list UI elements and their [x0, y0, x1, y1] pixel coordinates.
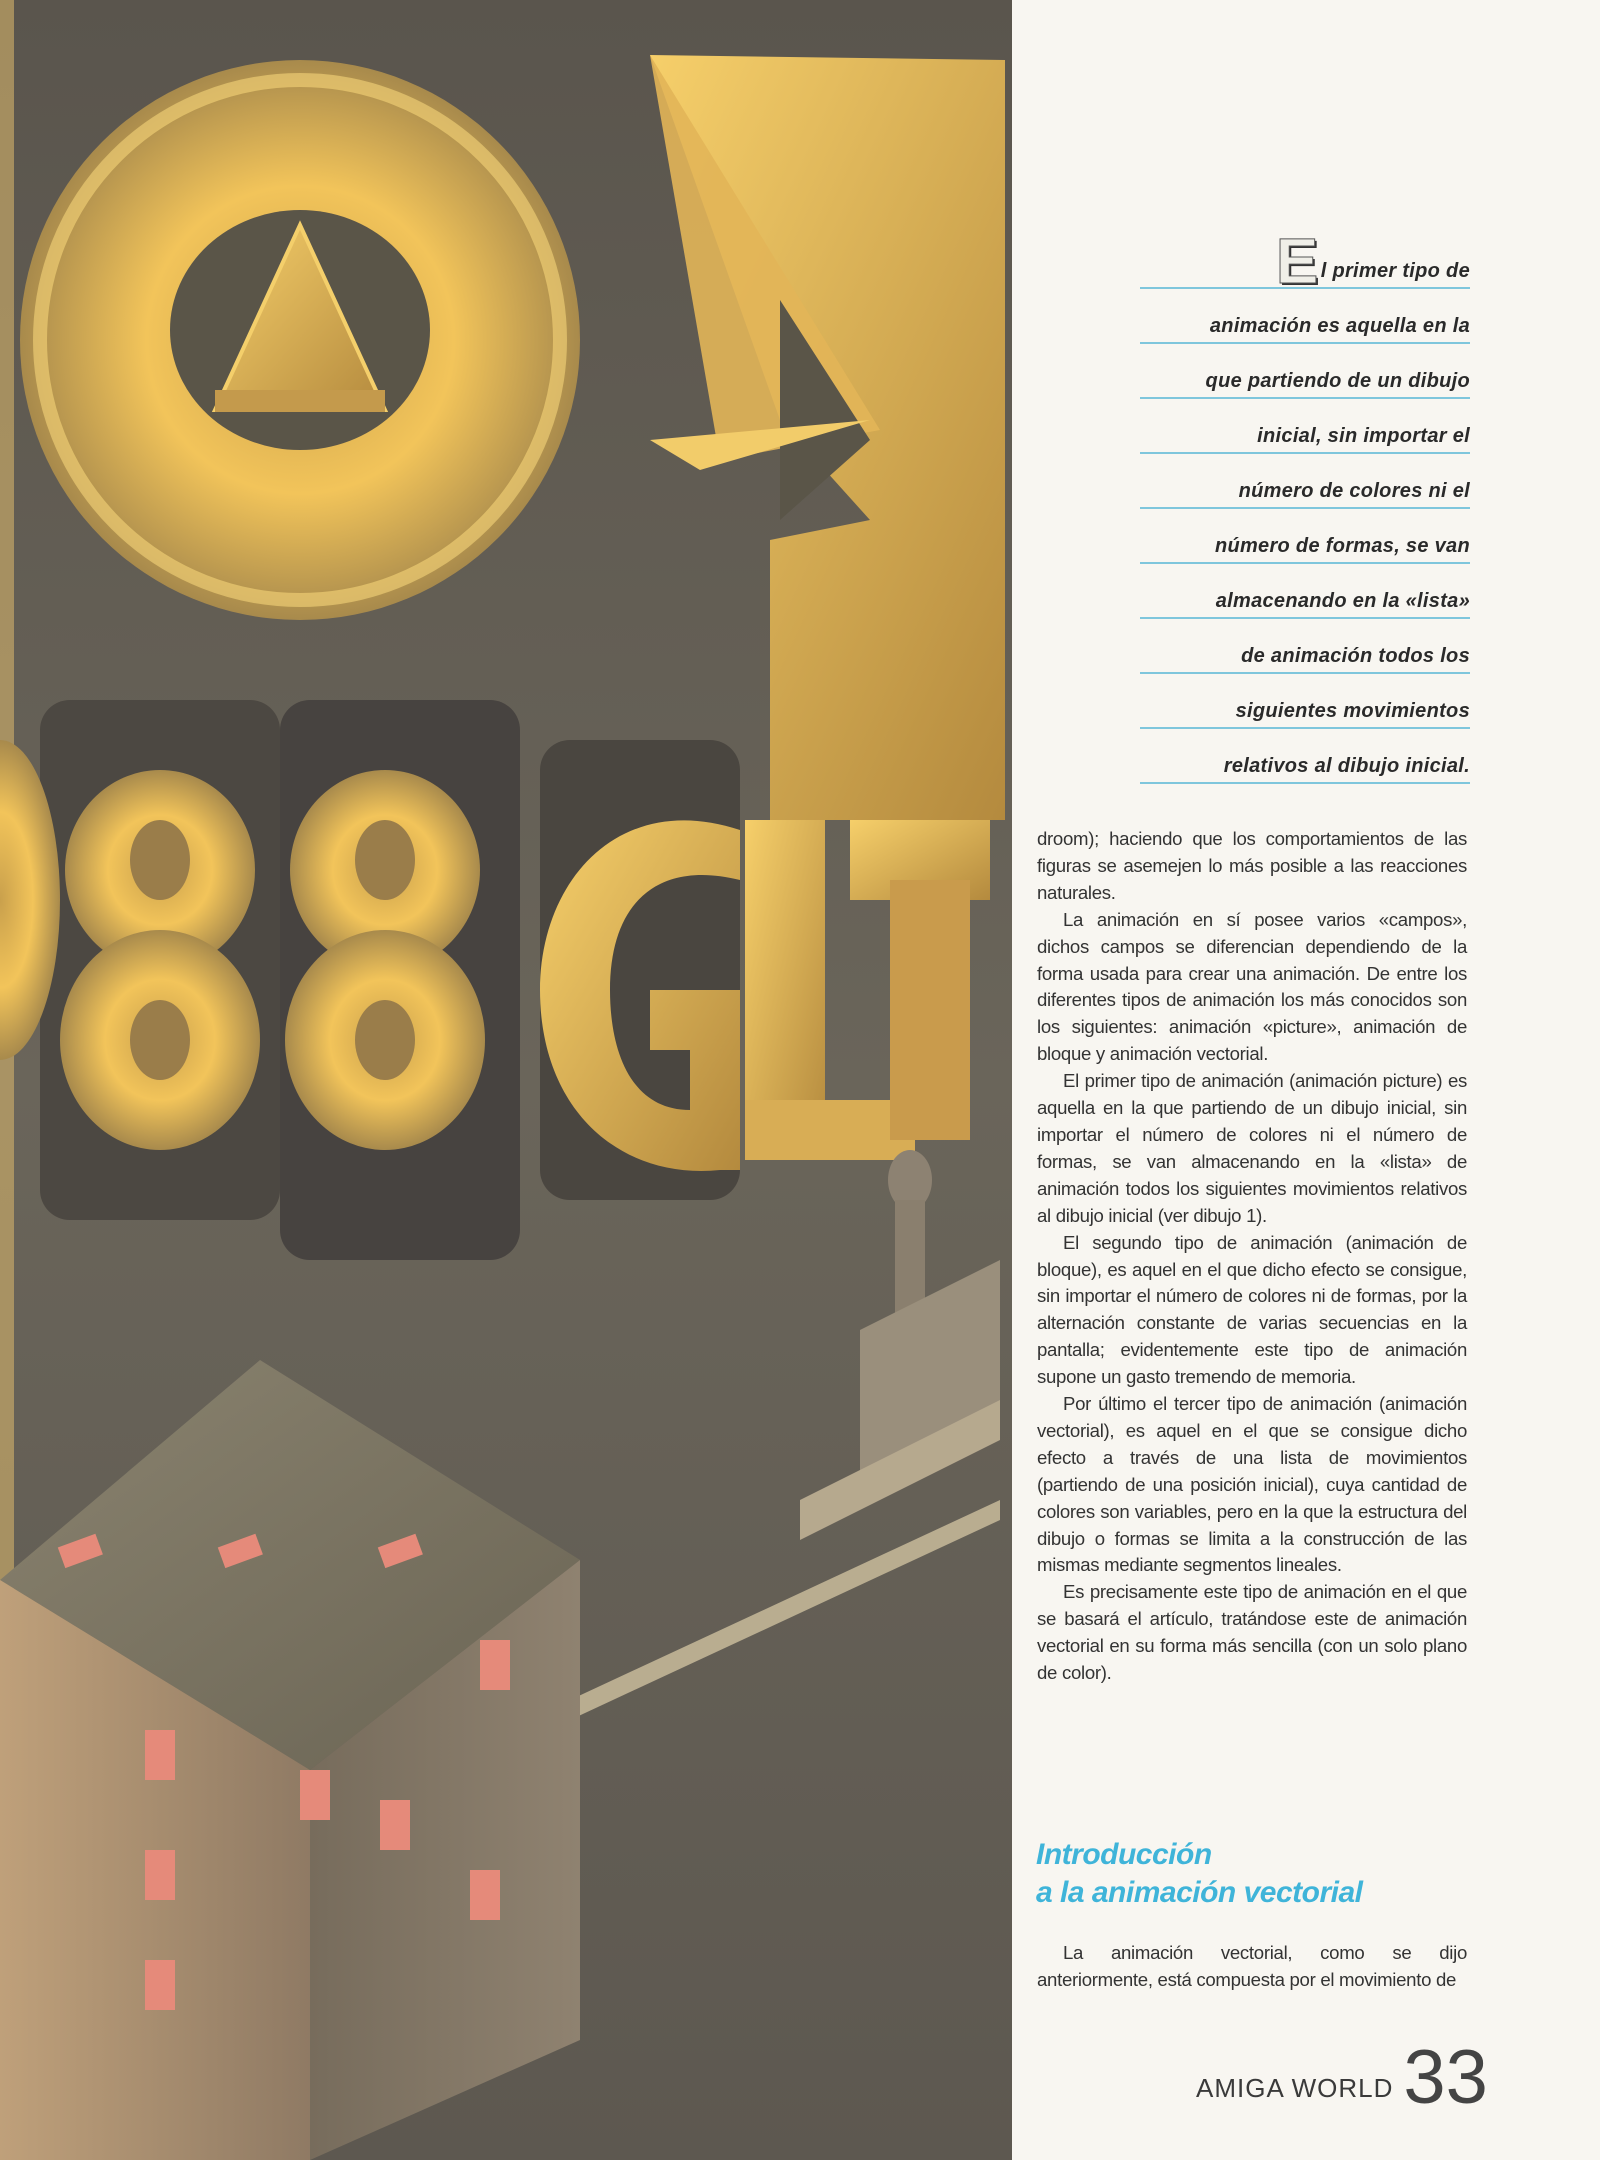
body-paragraph: La animación en sí posee varios «campos», dichos campos se diferencian dependiendo de la forma usada para crear una animación. De entre los diferentes tipos de animación los más conocidos son los siguientes: animación «picture», animación de bloque y animación vectorial. [1037, 908, 1467, 1065]
body-paragraph: Por último el tercer tipo de animación (animación vectorial), es aquel en el que se consigue dicho efecto a través de una lista de movimientos (partiendo de una posición inicial), cuya cantidad de colores son variables, pero en la que la estructura del dibujo o formas se limita a la construcción de las mismas mediante segmentos lineales. [1037, 1393, 1467, 1576]
pull-quote-line: de animación todos los [1140, 623, 1470, 674]
pull-quote-line: número de colores ni el [1140, 458, 1470, 509]
article-body-continued [1037, 1940, 1467, 1994]
body-paragraph: droom); haciendo que los comportamientos de las figuras se asemejen lo más posible a las reacciones naturales. [1037, 828, 1467, 903]
section-heading-line: a la animación vectorial [1036, 1876, 1363, 1909]
pull-quote [1140, 225, 1470, 788]
body-paragraph: El primer tipo de animación (animación picture) es aquella en la que partiendo de un dibujo inicial, sin importar el número de colores ni el número de formas, se van almacenando en la «lista» de animación todos los siguientes movimientos relativos al dibujo inicial (ver dibujo 1). [1037, 1070, 1467, 1226]
body-paragraph: La animación vectorial, como se dijo anteriormente, está compuesta por el movimiento de [1037, 1942, 1467, 1990]
body-paragraph: Es precisamente este tipo de animación en el que se basará el artículo, tratándose este de animación vectorial en su forma más sencilla (con un solo plano de color). [1037, 1581, 1467, 1684]
article-body [1037, 826, 1467, 1687]
section-heading [1036, 1836, 1496, 1912]
pull-quote-line: siguientes movimientos [1140, 678, 1470, 729]
body-paragraph: El segundo tipo de animación (animación de bloque), es aquel en el que dicho efecto se consigue, sin importar el número de colores ni de formas, por la alternación constante de varias secuencias en la pantalla; evidentemente este tipo de animación supone un gasto tremendo de memoria. [1037, 1231, 1467, 1388]
drop-cap: E [1275, 225, 1319, 297]
pull-quote-line: relativos al dibujo inicial. [1140, 733, 1470, 784]
section-heading-line: Introducción [1036, 1838, 1212, 1871]
pull-quote-line: almacenando en la «lista» [1140, 568, 1470, 619]
pull-quote-line: El primer tipo de [1140, 238, 1470, 289]
pull-quote-line: número de formas, se van [1140, 513, 1470, 564]
pull-quote-line: que partiendo de un dibujo [1140, 348, 1470, 399]
page-footer [1196, 2035, 1488, 2120]
pull-quote-line: animación es aquella en la [1140, 293, 1470, 344]
page-number: 33 [1403, 2035, 1488, 2120]
magazine-name: AMIGA WORLD [1196, 2073, 1394, 2103]
pull-quote-line: inicial, sin importar el [1140, 403, 1470, 454]
ring-shape [20, 60, 580, 620]
